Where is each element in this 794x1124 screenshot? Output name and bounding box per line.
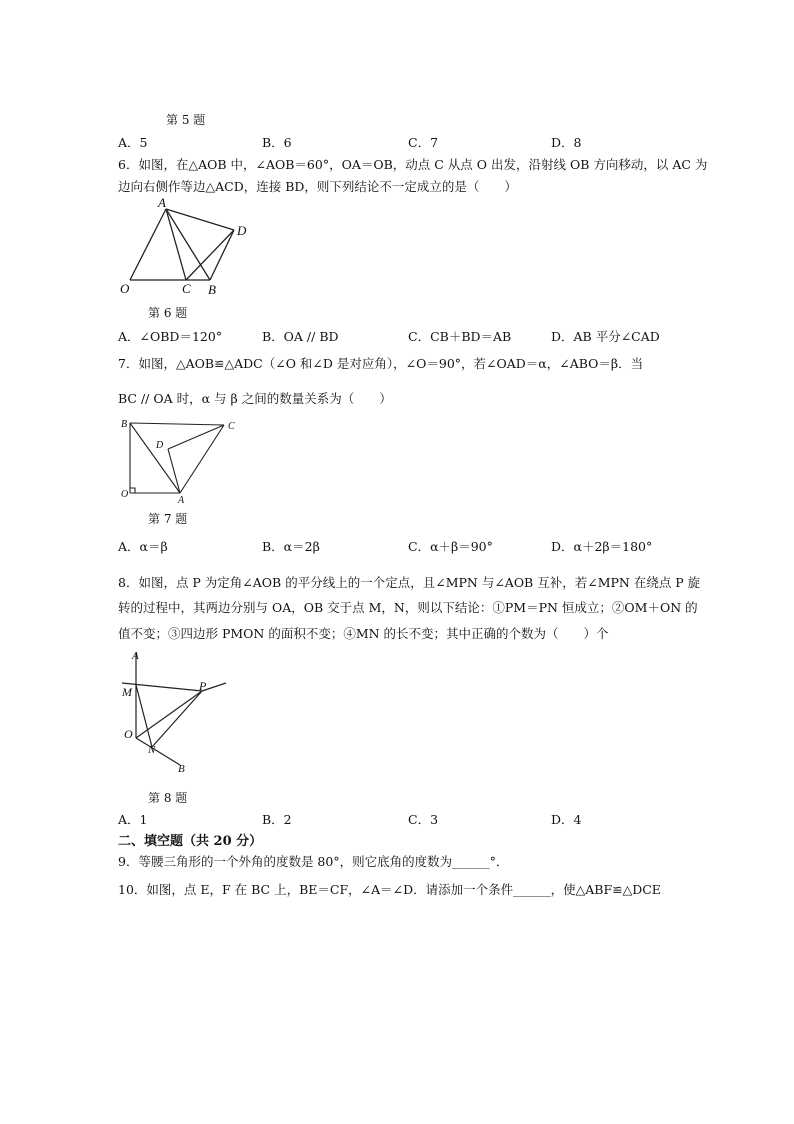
q7-figure <box>118 415 243 505</box>
q7-stem-line2: BC // OA 时，α 与 β 之间的数量关系为（ ） <box>118 391 392 406</box>
q8-label-o: O <box>124 727 133 741</box>
q6-stem-line1: 6．如图，在△AOB 中，∠AOB＝60°，OA＝OB，动点 C 从点 O 出发，沿射线 OB 方向移动，以 AC 为 <box>118 157 708 172</box>
q6-option-a: A．∠OBD＝120° <box>118 329 223 344</box>
q8-options <box>118 810 678 828</box>
q8-label-n: N <box>148 744 156 756</box>
q6-label-o: O <box>120 281 130 296</box>
q7-label-c: C <box>228 421 235 432</box>
q7-option-c: C．α＋β＝90° <box>408 539 493 554</box>
q7-stem-line1: 7．如图，△AOB≌△ADC（∠O 和∠D 是对应角），∠O＝90°，若∠OAD＝α，∠ABO＝β．当 <box>118 356 644 371</box>
q6-option-c: C．CB＋BD＝AB <box>408 329 512 344</box>
q7-label-b: B <box>121 419 128 430</box>
q8-option-d: D．4 <box>551 812 582 827</box>
q8-stem-line1: 8．如图，点 P 为定角∠AOB 的平分线上的一个定点，且∠MPN 与∠AOB 互补，若∠MPN 在绕点 P 旋 <box>118 575 701 590</box>
q6-label-b: B <box>208 282 216 297</box>
q6-label-c: C <box>182 281 191 296</box>
q7-option-b: B．α＝2β <box>262 539 320 554</box>
q10-text: 10．如图，点 E，F 在 BC 上，BE＝CF，∠A＝∠D．请添加一个条件______，使△ABF≌△DCE <box>118 882 661 897</box>
q8-label-a: A <box>132 650 139 662</box>
q6-option-d: D．AB 平分∠CAD <box>551 329 660 344</box>
q8-label-b: B <box>178 763 185 775</box>
q6-label-a: A <box>158 195 166 210</box>
q5-option-a: A．5 <box>118 135 148 150</box>
q5-option-b: B．6 <box>262 135 292 150</box>
q8-figure <box>118 645 238 775</box>
q6-caption: 第 6 题 <box>148 306 188 320</box>
q8-stem-line3: 值不变；③四边形 PMON 的面积不变；④MN 的长不变；其中正确的个数为（ ）个 <box>118 626 609 641</box>
q8-label-m: M <box>122 685 132 699</box>
q7-option-a: A．α＝β <box>118 539 168 554</box>
q6-stem-line2: 边向右侧作等边△ACD，连接 BD，则下列结论不一定成立的是（ ） <box>118 179 517 194</box>
q5-option-d: D．8 <box>551 135 582 150</box>
q7-label-a: A <box>178 495 185 505</box>
q8-option-a: A．1 <box>118 812 148 827</box>
q5-caption: 第 5 题 <box>166 113 206 127</box>
q7-label-d: D <box>156 440 164 451</box>
q5-options <box>118 133 678 151</box>
section-2-title: 二、填空题（共 20 分） <box>118 834 263 849</box>
q7-label-o: O <box>121 489 129 500</box>
q7-option-d: D．α＋2β＝180° <box>551 539 653 554</box>
q7-options <box>118 537 678 555</box>
q6-figure <box>118 195 268 300</box>
q6-option-b: B．OA // BD <box>262 329 339 344</box>
q8-label-p: P <box>199 679 207 693</box>
q8-stem-line2: 转的过程中，其两边分别与 OA，OB 交于点 M，N，则以下结论：①PM＝PN 恒成立；②OM＋ON 的 <box>118 600 698 615</box>
q6-options <box>118 327 678 345</box>
q7-caption: 第 7 题 <box>148 512 188 526</box>
q8-option-b: B．2 <box>262 812 292 827</box>
q6-label-d: D <box>237 223 247 238</box>
q5-option-c: C．7 <box>408 135 439 150</box>
q9-text: 9．等腰三角形的一个外角的度数是 80°，则它底角的度数为______°． <box>118 854 509 869</box>
q8-option-c: C．3 <box>408 812 439 827</box>
q8-caption: 第 8 题 <box>148 791 188 805</box>
